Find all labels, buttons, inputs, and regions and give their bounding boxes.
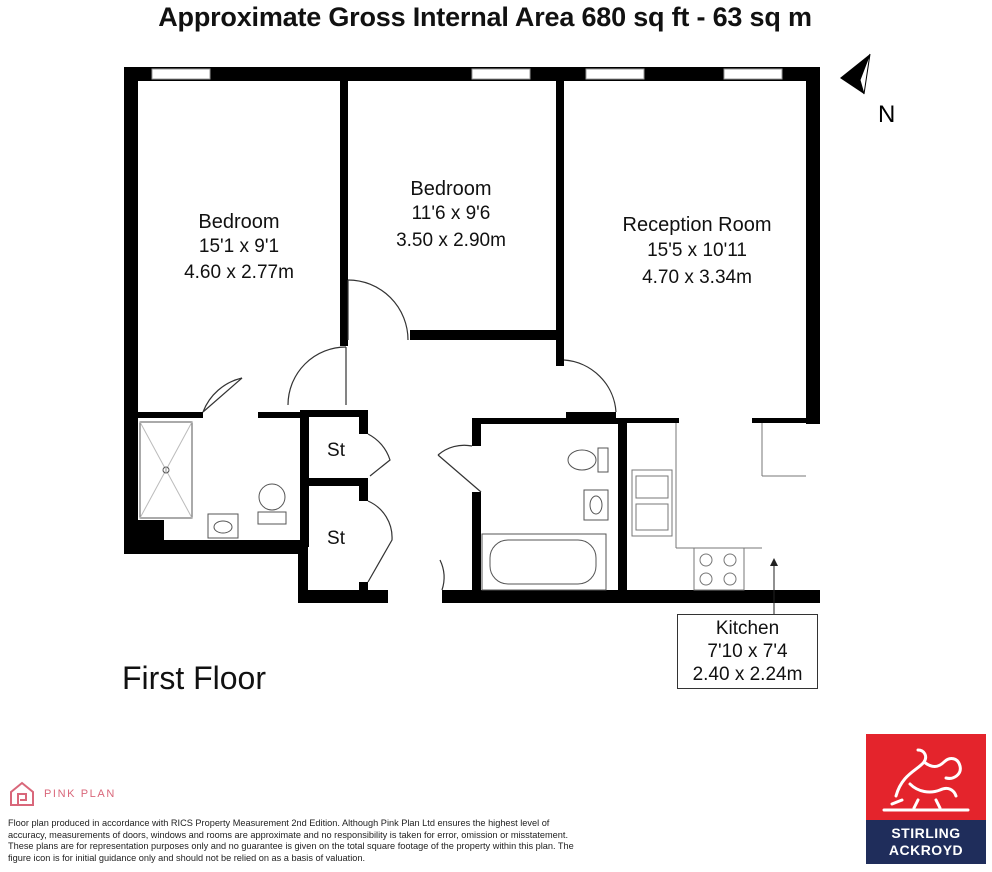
wall-store-divider — [300, 478, 368, 486]
door-bathroom2 — [438, 445, 472, 455]
toilet-2 — [568, 450, 596, 470]
wall-bed2-bottom — [410, 330, 560, 340]
wall-kitchen-top — [627, 418, 679, 423]
toilet-1 — [259, 484, 285, 510]
griffin-emblem-panel — [866, 734, 986, 820]
bedroom2-name: Bedroom — [410, 178, 492, 200]
wall-bath2-right — [618, 418, 627, 596]
wall-bath-top-left — [138, 412, 203, 418]
window-2 — [472, 69, 530, 79]
wall-bath2-left-upper — [472, 418, 481, 446]
agent-name-line1: STIRLING — [891, 825, 961, 841]
disclaimer-text: Floor plan produced in accordance with RICS Property Measurement 2nd Edition. Although Pink Plan Ltd ensures the highest level of accuracy, measurements of doors, windows and rooms are approximate and no responsibility is taken for error, omission or misstatement. These plans are for representation purposes only and no guarantee is given on the total square footage of the property within this plan. The figure icon is for initial guidance only and should not be relied on as a basis of valuation. — [8, 818, 574, 863]
wall-left — [124, 67, 138, 554]
wall-store-door-jamb2 — [359, 478, 368, 501]
basin-1 — [208, 514, 238, 538]
door-bed2 — [348, 280, 408, 340]
wall-bed1-bed2 — [340, 81, 348, 346]
reception-imperial: 15'5 x 10'11 — [647, 240, 747, 261]
window-3 — [586, 69, 644, 79]
wall-store-top — [300, 410, 368, 417]
plan-title: Approximate Gross Internal Area 680 sq ft - 63 sq m — [158, 2, 812, 32]
bedroom2-metric: 3.50 x 2.90m — [396, 230, 506, 251]
window-1 — [152, 69, 210, 79]
agent-name-line2: ACKROYD — [888, 842, 964, 858]
compass-letter: N — [878, 101, 896, 128]
wall-bath2-left-lower — [472, 492, 481, 596]
agent-name-panel — [866, 820, 986, 864]
basin-2 — [584, 490, 608, 520]
bedroom1-name: Bedroom — [198, 211, 280, 233]
bedroom1-imperial: 15'1 x 9'1 — [198, 236, 280, 257]
wall-corner-fill — [124, 520, 164, 554]
door-store1 — [368, 434, 390, 476]
wall-right-upper — [806, 67, 820, 424]
door-reception — [564, 360, 616, 412]
north-compass — [836, 50, 906, 130]
wall-bottom-right — [442, 590, 820, 603]
reception-name: Reception Room — [622, 214, 772, 236]
wall-hall-top — [566, 412, 616, 418]
wall-kitchen-top-right — [752, 418, 812, 423]
reception-metric: 4.70 x 3.34m — [642, 267, 752, 288]
wall-store-door-jamb1 — [359, 410, 368, 434]
wall-bed2-reception — [556, 81, 564, 366]
stirling-ackroyd-logo — [866, 734, 986, 864]
kitchen-sink — [632, 470, 672, 536]
kitchen-metric: 2.40 x 2.24m — [692, 664, 803, 685]
door-store2 — [368, 501, 392, 582]
bedroom2-imperial: 11'6 x 9'6 — [411, 203, 491, 224]
store2-name: St — [327, 528, 345, 549]
store1-name: St — [327, 440, 345, 461]
door-bed1 — [288, 347, 346, 405]
floor-label: First Floor — [122, 660, 266, 696]
kitchen-imperial: 7'10 x 7'4 — [707, 641, 788, 662]
pink-plan-brand: PINK PLAN — [44, 788, 116, 800]
pink-plan-house-icon — [8, 780, 38, 808]
kitchen-pointer-arrow — [770, 558, 778, 566]
hob — [694, 548, 744, 590]
wall-store-door-jamb3 — [359, 582, 368, 597]
wall-bath2-top — [472, 418, 622, 424]
griffin-icon — [866, 734, 986, 820]
wall-bottom-left — [298, 590, 388, 603]
window-4 — [724, 69, 782, 79]
kitchen-label-box — [677, 614, 818, 689]
bedroom1-metric: 4.60 x 2.77m — [184, 262, 294, 283]
door-entrance — [440, 560, 444, 590]
kitchen-name: Kitchen — [715, 618, 780, 639]
